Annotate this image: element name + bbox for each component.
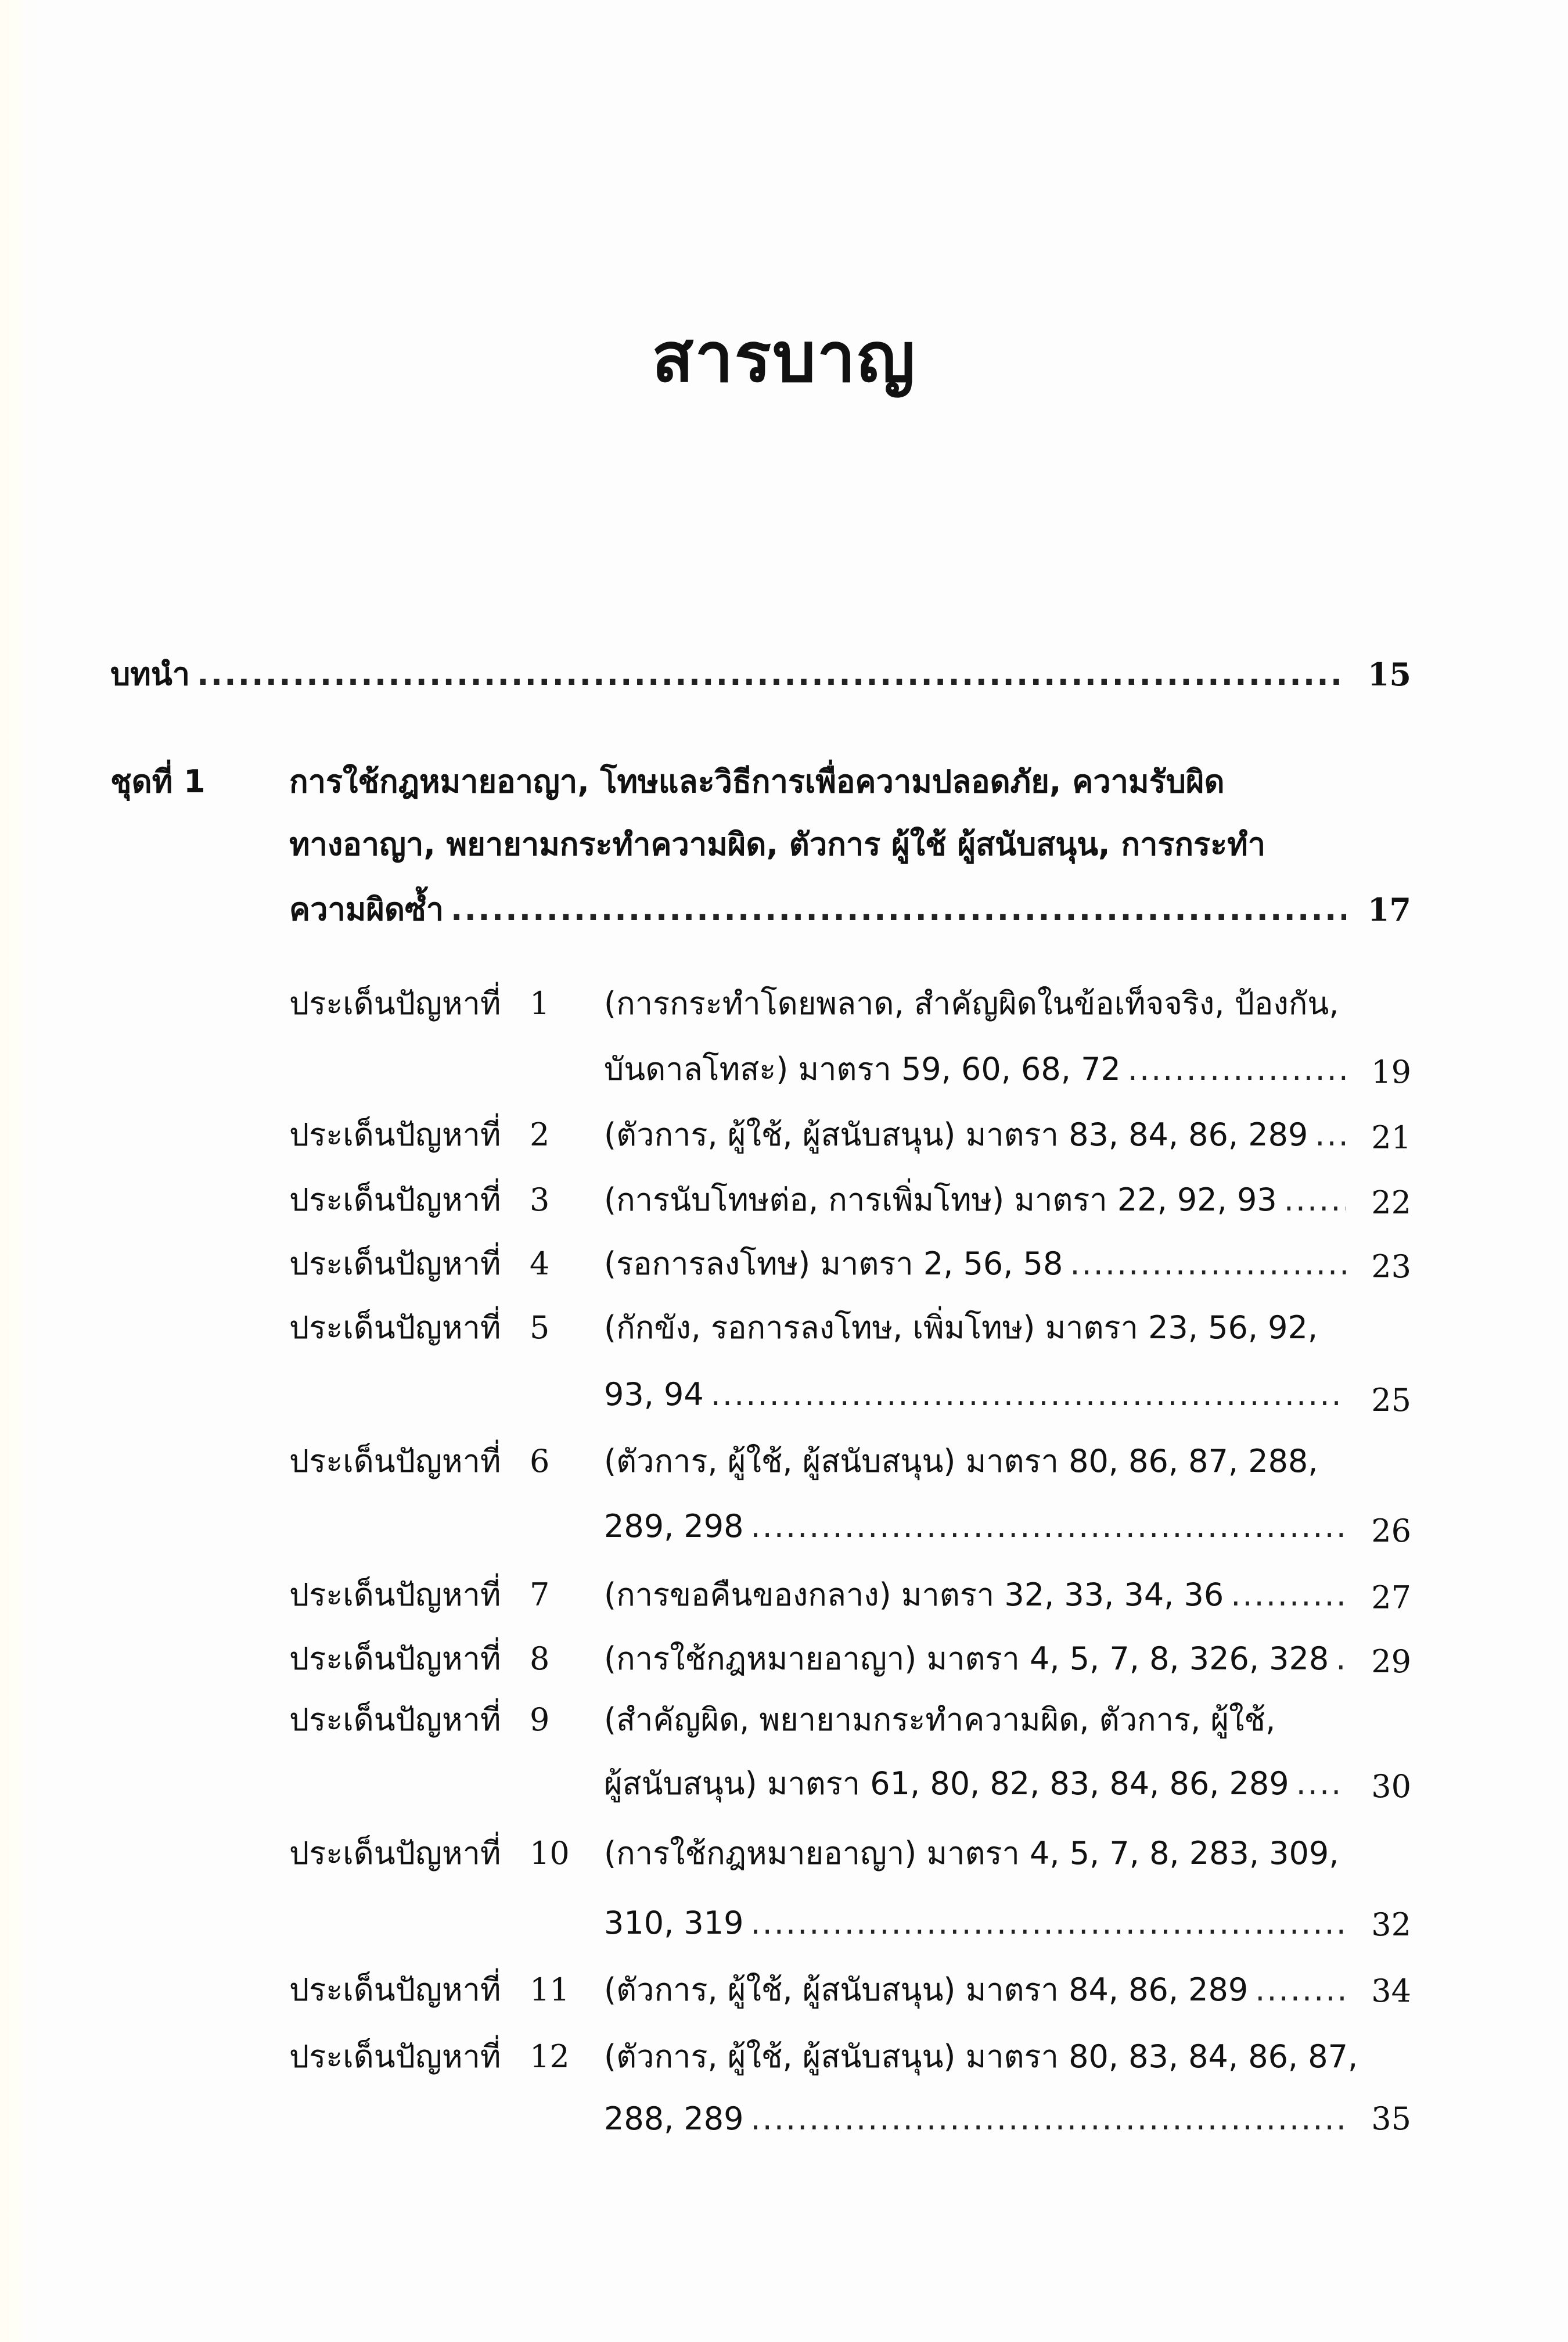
issue-number: 1 <box>530 985 550 1022</box>
issue-page: 22 <box>1371 1184 1411 1221</box>
issue-number: 7 <box>530 1576 550 1613</box>
issue-label: ประเด็นปัญหาที่ <box>289 1701 501 1738</box>
part-title-text: การใช้กฎหมายอาญา, โทษและวิธีการเพื่อความปลอดภัย, ความรับผิด <box>289 763 1225 800</box>
issue-text-tail[interactable] <box>604 1574 1353 1616</box>
issue-page: 32 <box>1371 1906 1411 1943</box>
issue-text[interactable]: (การกระทำโดยพลาด, สำคัญผิดในข้อเท็จจริง, ป้องกัน, <box>604 985 1339 1022</box>
issue-label: ประเด็นปัญหาที่ <box>289 1181 501 1218</box>
issue-number: 5 <box>530 1309 550 1346</box>
issue-label: ประเด็นปัญหาที่ <box>289 1835 501 1872</box>
issue-text-tail[interactable] <box>604 1763 1353 1805</box>
issue-page: 26 <box>1371 1513 1411 1549</box>
issue-text: (การใช้กฎหมายอาญา) มาตรา 4, 5, 7, 8, 326, 328 <box>604 1640 1329 1677</box>
issue-label: ประเด็นปัญหาที่ <box>289 1576 501 1613</box>
issue-number: 8 <box>530 1640 550 1677</box>
dot-leader <box>1315 1114 1346 1156</box>
issue-page: 19 <box>1371 1054 1411 1090</box>
issue-label: ประเด็นปัญหาที่ <box>289 1245 501 1282</box>
issue-label: ประเด็นปัญหาที่ <box>289 1309 501 1346</box>
dot-leader <box>1255 1969 1346 2011</box>
issue-text[interactable]: (ตัวการ, ผู้ใช้, ผู้สนับสนุน) มาตรา 80, 83, 84, 86, 87, <box>604 2038 1358 2075</box>
toc-intro-page: 15 <box>1367 656 1411 693</box>
issue-text: บันดาลโทสะ) มาตรา 59, 60, 68, 72 <box>604 1051 1121 1087</box>
dot-leader <box>750 1506 1346 1547</box>
dot-leader <box>750 1902 1346 1944</box>
issue-label: ประเด็นปัญหาที่ <box>289 985 501 1022</box>
issue-text: ผู้สนับสนุน) มาตรา 61, 80, 82, 83, 84, 86, 289 <box>604 1765 1289 1802</box>
dot-leader <box>1070 1243 1346 1285</box>
issue-text-tail[interactable] <box>604 1638 1353 1680</box>
issue-number: 10 <box>530 1835 570 1872</box>
part-title-text: ความผิดซ้ำ <box>289 891 444 928</box>
issue-number: 6 <box>530 1443 550 1479</box>
issue-text: 93, 94 <box>604 1376 704 1413</box>
issue-text-tail[interactable] <box>604 1969 1353 2011</box>
toc-part1-label <box>110 761 206 803</box>
issue-page: 23 <box>1371 1248 1411 1285</box>
issue-text-tail[interactable] <box>604 2098 1353 2140</box>
dot-leader <box>1231 1574 1346 1616</box>
issue-page: 29 <box>1371 1643 1411 1680</box>
issue-number: 12 <box>530 2038 570 2075</box>
issue-page: 34 <box>1371 1973 1411 2009</box>
issue-label: ประเด็นปัญหาที่ <box>289 1116 501 1153</box>
issue-label: ประเด็นปัญหาที่ <box>289 1971 501 2008</box>
issue-text: (การขอคืนของกลาง) มาตรา 32, 33, 34, 36 <box>604 1576 1224 1613</box>
issue-number: 2 <box>530 1116 550 1153</box>
issue-text-tail[interactable] <box>604 1902 1353 1944</box>
issue-text: 288, 289 <box>604 2100 744 2137</box>
issue-text: (ตัวการ, ผู้ใช้, ผู้สนับสนุน) มาตรา 84, 86, 289 <box>604 1971 1249 2008</box>
issue-text[interactable]: (ตัวการ, ผู้ใช้, ผู้สนับสนุน) มาตรา 80, 86, 87, 288, <box>604 1443 1318 1479</box>
issue-text-tail[interactable] <box>604 1243 1353 1285</box>
dot-leader <box>1296 1763 1346 1805</box>
issue-text: (การนับโทษต่อ, การเพิ่มโทษ) มาตรา 22, 92, 93 <box>604 1181 1277 1218</box>
issue-text-tail[interactable] <box>604 1179 1353 1221</box>
issue-text: 310, 319 <box>604 1905 744 1941</box>
issue-text-tail[interactable] <box>604 1506 1353 1547</box>
part-label: ชุดที่ 1 <box>110 763 206 800</box>
issue-number: 3 <box>530 1181 550 1218</box>
issue-number: 11 <box>530 1971 570 2008</box>
issue-text[interactable]: (การใช้กฎหมายอาญา) มาตรา 4, 5, 7, 8, 283, 309, <box>604 1835 1339 1872</box>
issue-text: 289, 298 <box>604 1508 744 1544</box>
issue-text-tail[interactable] <box>604 1114 1353 1156</box>
toc-part1-page: 17 <box>1367 891 1411 928</box>
dot-leader <box>750 2098 1346 2140</box>
issue-text-tail[interactable] <box>604 1374 1353 1416</box>
part-title-text: ทางอาญา, พยายามกระทำความผิด, ตัวการ ผู้ใช้ ผู้สนับสนุน, การกระทำ <box>289 826 1266 863</box>
toc-part1-title-line-1[interactable] <box>289 761 1225 803</box>
issue-text[interactable]: (สำคัญผิด, พยายามกระทำความผิด, ตัวการ, ผู้ใช้, <box>604 1701 1276 1738</box>
issue-text[interactable]: (กักขัง, รอการลงโทษ, เพิ่มโทษ) มาตรา 23, 56, 92, <box>604 1309 1318 1346</box>
dot-leader <box>1284 1179 1346 1221</box>
issue-page: 30 <box>1371 1768 1411 1805</box>
dot-leader <box>1336 1638 1346 1680</box>
toc-intro-label: บทนำ <box>110 656 190 692</box>
issue-label: ประเด็นปัญหาที่ <box>289 1640 501 1677</box>
issue-text-tail[interactable] <box>604 1048 1353 1090</box>
issue-number: 9 <box>530 1701 550 1738</box>
toc-part1-title-line-3[interactable] <box>289 889 1353 931</box>
issue-page: 21 <box>1371 1119 1411 1156</box>
issue-text: (ตัวการ, ผู้ใช้, ผู้สนับสนุน) มาตรา 83, 84, 86, 289 <box>604 1116 1308 1153</box>
issue-page: 27 <box>1371 1579 1411 1616</box>
toc-part1-title-line-2[interactable] <box>289 824 1265 865</box>
issue-label: ประเด็นปัญหาที่ <box>289 1443 501 1479</box>
issue-label: ประเด็นปัญหาที่ <box>289 2038 501 2075</box>
issue-page: 25 <box>1371 1382 1411 1418</box>
issue-number: 4 <box>530 1245 550 1282</box>
toc-entry-intro[interactable] <box>110 653 1353 695</box>
page-title: สารบาญ <box>652 317 916 397</box>
dot-leader <box>451 889 1346 931</box>
dot-leader <box>197 653 1346 695</box>
dot-leader <box>1128 1048 1346 1090</box>
issue-page: 35 <box>1371 2100 1411 2137</box>
dot-leader <box>711 1374 1346 1416</box>
issue-text: (รอการลงโทษ) มาตรา 2, 56, 58 <box>604 1245 1063 1282</box>
